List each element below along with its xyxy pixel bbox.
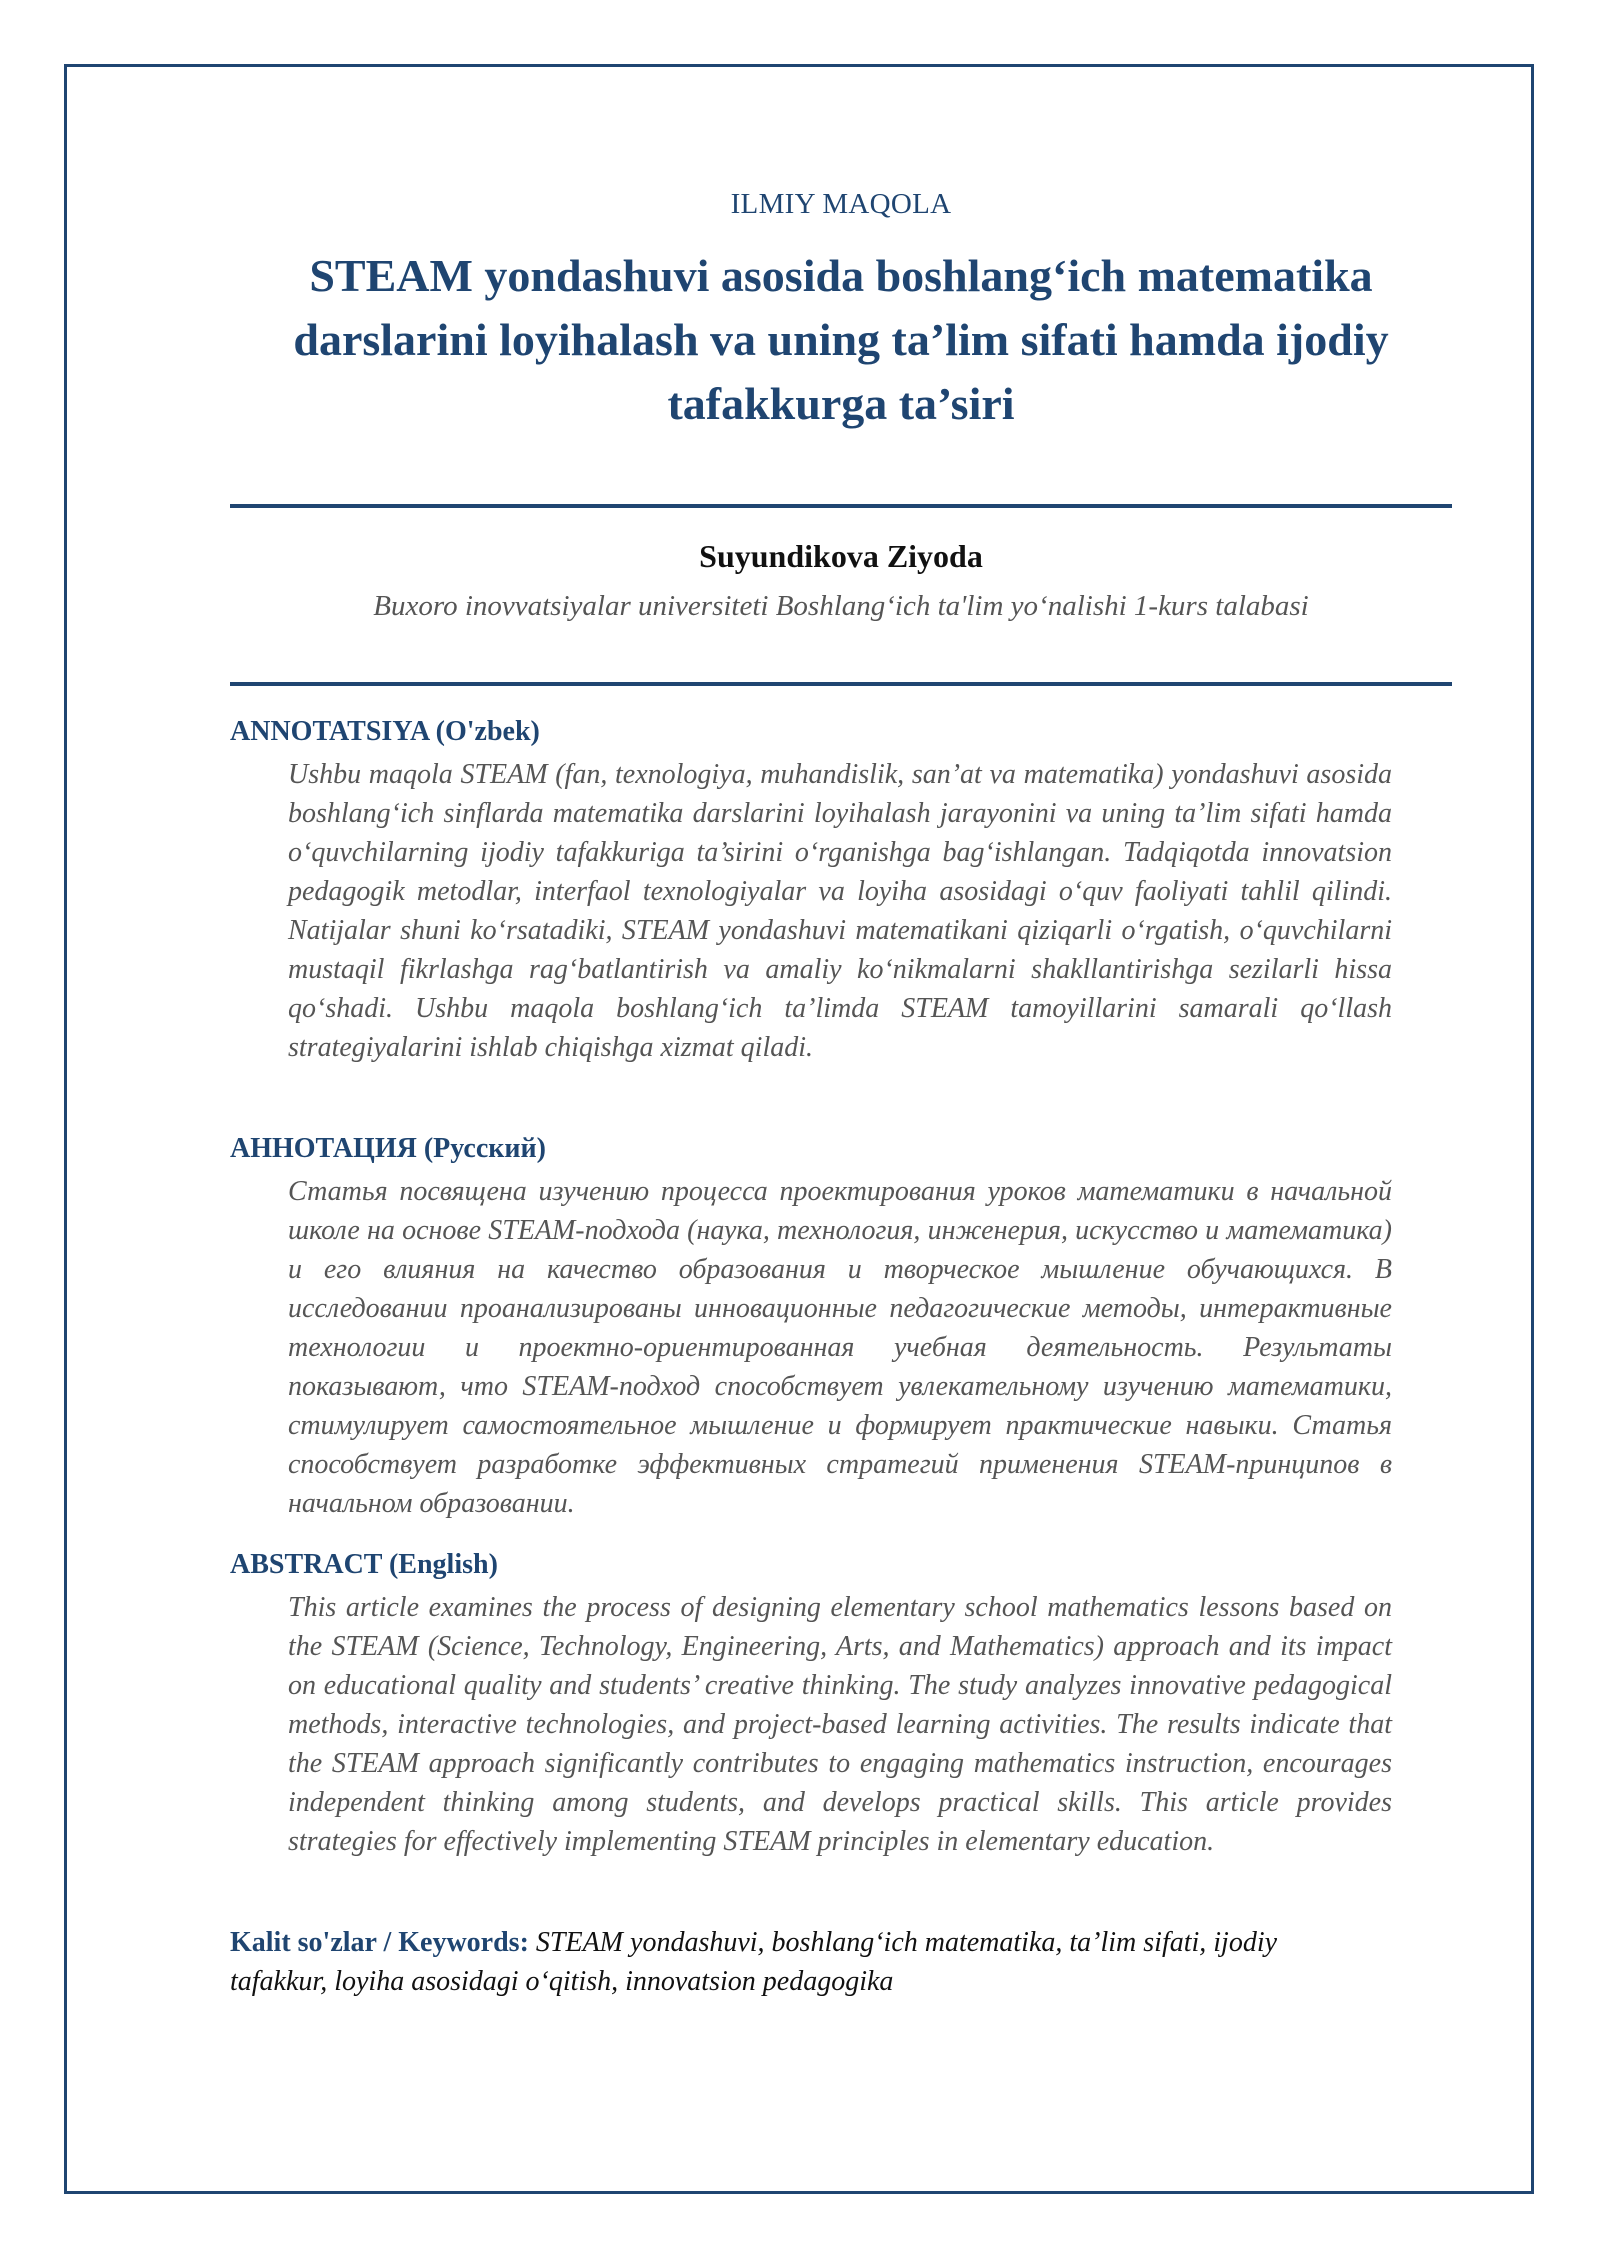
abstract-text-english: This article examines the process of designing elementary school mathematics lessons based on the STEAM (Science, Technology, Engineering, Arts, and Mathematics) approach and its impact on educational quality and students’ creative thinking. The study analyzes innovative pedagogical methods, interactive technologies, and project-based learning activities. The results indicate that the STEAM approach significantly contributes to engaging mathematics instruction, encourages independent thinking among students, and develops practical skills. This article provides strategies for effectively implementing STEAM principles in elementary education. xyxy=(288,1592,1392,1857)
keywords xyxy=(230,1923,1380,2001)
abstract-heading-russian: АННОТАЦИЯ (Русский) xyxy=(230,1133,546,1164)
title-divider xyxy=(230,504,1452,508)
abstract-text-uzbek: Ushbu maqola STEAM (fan, texnologiya, muhandislik, san’at va matematika) yondashuvi asosida boshlang‘ich sinflarda matematika darslarini loyihalash jarayonini va uning ta’lim sifati hamda o‘quvchilarning ijodiy tafakkuriga ta’sirini o‘rganishga bag‘ishlangan. Tadqiqotda innovatsion pedagogik metodlar, interfaol texnologiyalar va loyiha asosidagi o‘quv faoliyati tahlil qilindi. Natijalar shuni ko‘rsatadiki, STEAM yondashuvi matematikani qiziqarli o‘rgatish, o‘quvchilarni mustaqil fikrlashga rag‘batlantirish va amaliy ko‘nikmalarni shakllantirishga sezilarli hissa qo‘shadi. Ushbu maqola boshlang‘ich ta’limda STEAM tamoyillarini samarali qo‘llash strategiyalarini ishlab chiqishga xizmat qiladi. xyxy=(288,759,1392,1063)
abstract-heading-uzbek: ANNOTATSIYA (O'zbek) xyxy=(230,716,540,747)
abstract-text-russian: Статья посвящена изучению процесса проектирования уроков математики в начальной школе на основе STEAM-подхода (наука, технология, инженерия, искусство и математика) и его влияния на качество образования и творческое мышление обучающихся. В исследовании проанализированы инновационные педагогические методы, интерактивные технологии и проектно-ориентированная учебная деятельность. Результаты показывают, что STEAM-подход способствует увлекательному изучению математики, стимулирует самостоятельное мышление и формирует практические навыки. Статья способствует разработке эффективных стратегий применения STEAM-принципов в начальном образовании. xyxy=(288,1176,1392,1519)
author-affiliation: Buxoro inovvatsiyalar universiteti Boshlang‘ich ta'lim yo‘nalishi 1-kurs talabasi xyxy=(373,590,1309,622)
keywords-text: STEAM yondashuvi, boshlang‘ich matematika, ta’lim sifati, ijodiy tafakkur, loyiha asosidagi o‘qitish, innovatsion pedagogika xyxy=(230,1927,1278,1997)
keywords-label: Kalit so'zlar / Keywords: xyxy=(230,1927,529,1958)
author-name: Suyundikova Ziyoda xyxy=(699,538,983,574)
abstract-heading-english: ABSTRACT (English) xyxy=(230,1549,498,1580)
author-divider xyxy=(230,682,1452,686)
article-title: STEAM yondashuvi asosida boshlang‘ich matematika darslarini loyihalash va uning ta’lim sifati hamda ijodiy tafakkurga ta’siri xyxy=(293,250,1389,429)
article-type-label: ILMIY MAQOLA xyxy=(730,188,952,220)
